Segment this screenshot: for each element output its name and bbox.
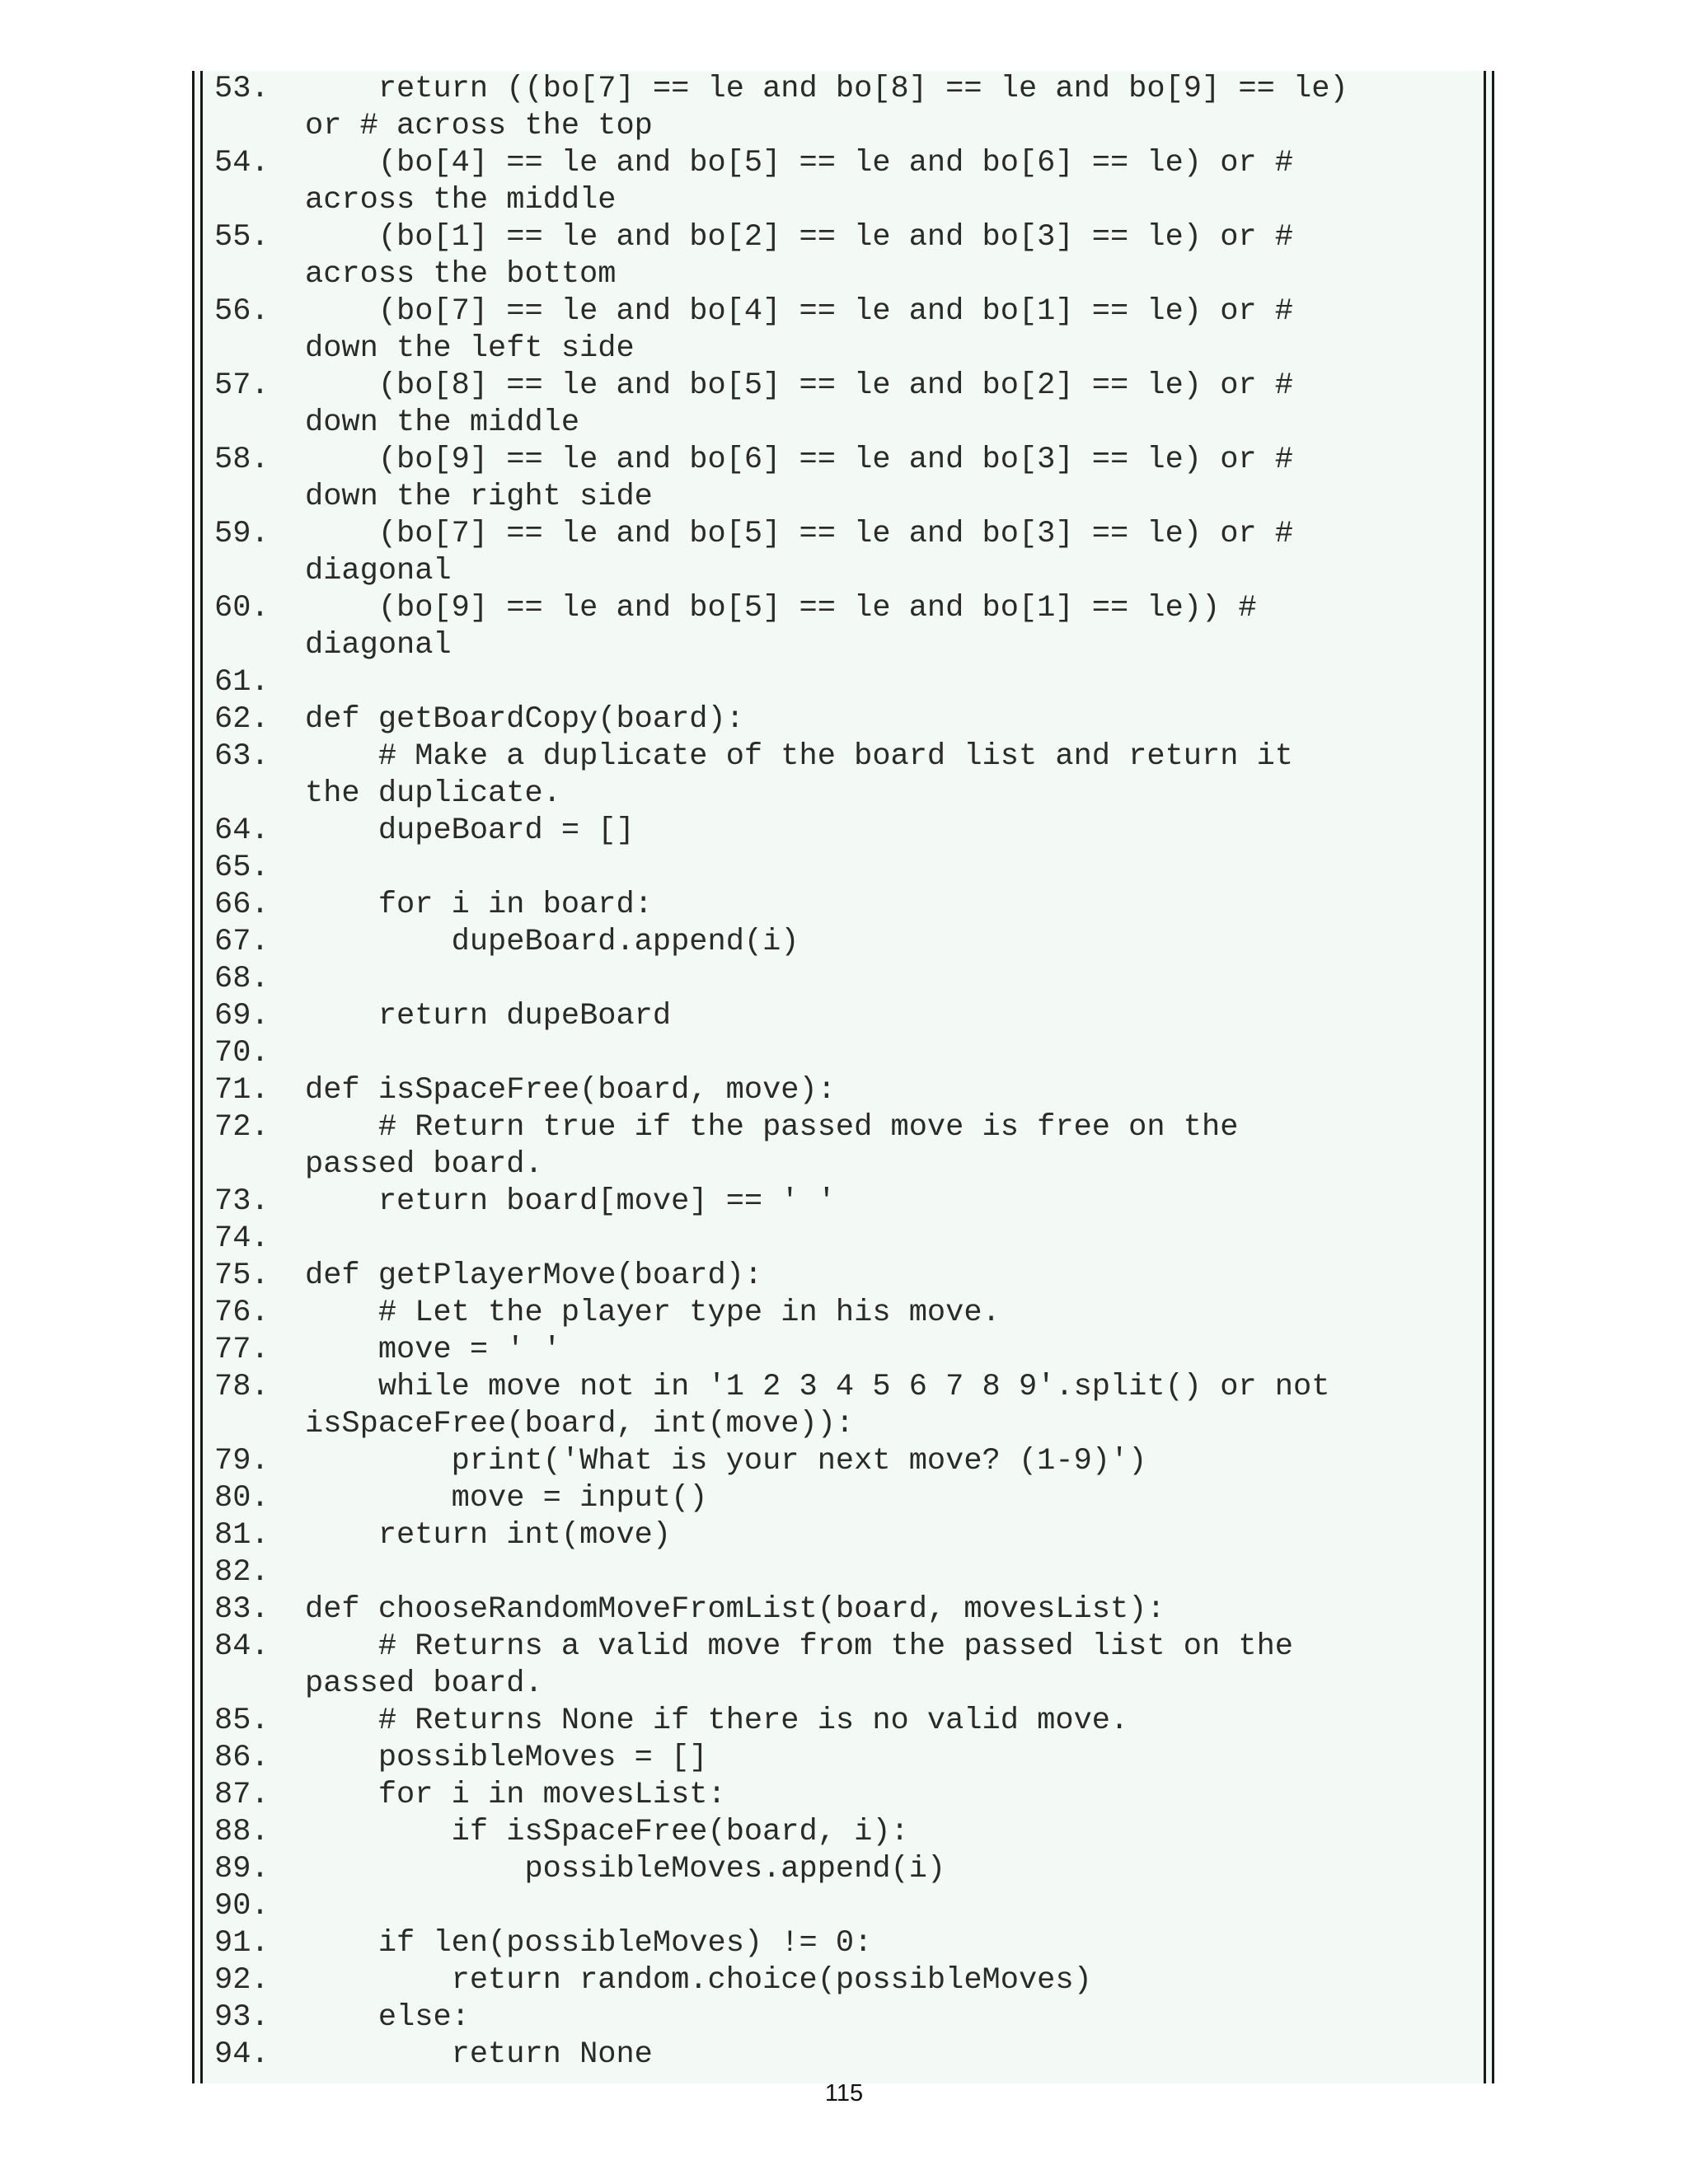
line-text: move = ' ' — [305, 1333, 561, 1367]
line-text: return int(move) — [305, 1518, 672, 1553]
line-number: 64. — [214, 813, 270, 848]
code-lines — [214, 71, 1467, 2074]
code-line — [214, 924, 1467, 961]
code-line — [214, 1740, 1467, 1777]
code-line-continuation — [214, 479, 1467, 516]
line-number — [214, 182, 305, 219]
line-text: down the left side — [305, 331, 635, 366]
line-number: 75. — [214, 1258, 270, 1293]
line-number: 86. — [214, 1741, 270, 1775]
code-line — [214, 1072, 1467, 1109]
code-line — [214, 1851, 1467, 1888]
line-number: 80. — [214, 1481, 270, 1516]
code-line-continuation — [214, 553, 1467, 590]
line-text: isSpaceFree(board, int(move)): — [305, 1407, 855, 1441]
code-line — [214, 1962, 1467, 1999]
line-number — [214, 479, 305, 516]
code-line — [214, 961, 1467, 998]
line-text: def getBoardCopy(board): — [305, 702, 744, 737]
code-line-continuation — [214, 1666, 1467, 1703]
line-text: the duplicate. — [305, 776, 561, 811]
line-text — [305, 1221, 1467, 1258]
code-line-continuation — [214, 1146, 1467, 1183]
line-text: passed board. — [305, 1666, 543, 1701]
code-line — [214, 1888, 1467, 1925]
code-line — [214, 442, 1467, 479]
line-number: 85. — [214, 1704, 270, 1738]
code-line-continuation — [214, 108, 1467, 145]
line-number: 70. — [214, 1036, 270, 1071]
line-number: 54. — [214, 146, 270, 180]
code-line — [214, 850, 1467, 887]
line-text: possibleMoves = [] — [305, 1741, 708, 1775]
code-line — [214, 887, 1467, 924]
line-number — [214, 330, 305, 368]
line-text: (bo[9] == le and bo[6] == le and bo[3] == le) or # — [305, 443, 1294, 477]
code-line — [214, 145, 1467, 182]
line-text: return random.choice(possibleMoves) — [305, 1963, 1092, 1998]
line-number: 84. — [214, 1629, 270, 1664]
line-text: if len(possibleMoves) != 0: — [305, 1926, 873, 1961]
code-line — [214, 1814, 1467, 1851]
line-number — [214, 108, 305, 145]
code-line — [214, 2036, 1467, 2074]
line-number: 91. — [214, 1926, 270, 1961]
line-number: 71. — [214, 1073, 270, 1108]
line-number: 68. — [214, 962, 270, 996]
code-line — [214, 738, 1467, 776]
line-text: diagonal — [305, 628, 452, 663]
code-line — [214, 1554, 1467, 1591]
line-number: 56. — [214, 294, 270, 329]
code-line — [214, 1591, 1467, 1629]
line-text — [305, 850, 1467, 887]
line-number: 78. — [214, 1370, 270, 1404]
line-text: for i in movesList: — [305, 1778, 726, 1812]
line-number: 79. — [214, 1444, 270, 1479]
line-number: 63. — [214, 739, 270, 774]
code-line — [214, 1109, 1467, 1146]
line-text: def isSpaceFree(board, move): — [305, 1073, 836, 1108]
line-number: 67. — [214, 925, 270, 959]
line-number: 55. — [214, 220, 270, 255]
line-text: down the middle — [305, 405, 580, 440]
line-number: 59. — [214, 517, 270, 551]
code-line — [214, 1443, 1467, 1480]
code-line — [214, 368, 1467, 405]
line-text: # Make a duplicate of the board list and return it — [305, 739, 1294, 774]
line-number: 65. — [214, 851, 270, 885]
line-number: 89. — [214, 1852, 270, 1886]
code-line-continuation — [214, 330, 1467, 368]
code-line — [214, 293, 1467, 330]
line-text: (bo[7] == le and bo[5] == le and bo[3] == le) or # — [305, 517, 1294, 551]
code-line — [214, 1295, 1467, 1332]
line-number — [214, 1666, 305, 1703]
code-line — [214, 813, 1467, 850]
line-number: 81. — [214, 1518, 270, 1553]
line-number: 69. — [214, 999, 270, 1033]
line-text: return dupeBoard — [305, 999, 672, 1033]
line-number: 93. — [214, 2000, 270, 2035]
code-listing — [192, 71, 1494, 2083]
line-number: 76. — [214, 1296, 270, 1330]
line-text — [305, 1888, 1467, 1925]
line-number: 60. — [214, 591, 270, 626]
code-line — [214, 1183, 1467, 1221]
line-text: def getPlayerMove(board): — [305, 1258, 763, 1293]
line-text — [305, 1035, 1467, 1072]
line-text: def chooseRandomMoveFromList(board, movesList): — [305, 1592, 1165, 1627]
line-text — [305, 1554, 1467, 1591]
code-line — [214, 1035, 1467, 1072]
line-text: if isSpaceFree(board, i): — [305, 1815, 909, 1849]
line-text: return ((bo[7] == le and bo[8] == le and bo[9] == le) — [305, 72, 1348, 106]
line-number — [214, 553, 305, 590]
line-number — [214, 1406, 305, 1443]
line-number: 90. — [214, 1889, 270, 1924]
code-line — [214, 219, 1467, 256]
line-number: 82. — [214, 1555, 270, 1590]
line-text: dupeBoard = [] — [305, 813, 635, 848]
line-text: return None — [305, 2037, 653, 2072]
code-line — [214, 664, 1467, 701]
code-line — [214, 1999, 1467, 2036]
code-line-continuation — [214, 1406, 1467, 1443]
code-line — [214, 998, 1467, 1035]
line-text — [305, 664, 1467, 701]
line-text: across the bottom — [305, 257, 617, 292]
code-line — [214, 1517, 1467, 1554]
code-line — [214, 1629, 1467, 1666]
line-number: 53. — [214, 72, 270, 106]
line-number: 58. — [214, 443, 270, 477]
code-line — [214, 1703, 1467, 1740]
page-number: 115 — [824, 2080, 864, 2107]
line-text: down the right side — [305, 480, 653, 514]
line-text: # Let the player type in his move. — [305, 1296, 1001, 1330]
line-number: 88. — [214, 1815, 270, 1849]
code-line — [214, 1369, 1467, 1406]
line-text: for i in board: — [305, 888, 653, 922]
code-line-continuation — [214, 182, 1467, 219]
code-line — [214, 1925, 1467, 1962]
line-number: 66. — [214, 888, 270, 922]
line-number: 92. — [214, 1963, 270, 1998]
code-line — [214, 1221, 1467, 1258]
code-line — [214, 701, 1467, 738]
line-text: (bo[9] == le and bo[5] == le and bo[1] == le)) # — [305, 591, 1257, 626]
line-text: (bo[4] == le and bo[5] == le and bo[6] == le) or # — [305, 146, 1294, 180]
line-number: 62. — [214, 702, 270, 737]
line-number: 74. — [214, 1221, 270, 1256]
line-text: print('What is your next move? (1-9)') — [305, 1444, 1147, 1479]
code-line — [214, 1258, 1467, 1295]
line-number: 73. — [214, 1184, 270, 1219]
code-line — [214, 1777, 1467, 1814]
line-text: or # across the top — [305, 109, 653, 143]
line-number: 77. — [214, 1333, 270, 1367]
line-text: across the middle — [305, 183, 617, 218]
line-text: # Returns None if there is no valid move. — [305, 1704, 1129, 1738]
line-text: # Returns a valid move from the passed list on the — [305, 1629, 1294, 1664]
line-text: diagonal — [305, 554, 452, 588]
line-text: # Return true if the passed move is free on the — [305, 1110, 1239, 1145]
line-number — [214, 256, 305, 293]
line-number — [214, 776, 305, 813]
line-number — [214, 627, 305, 664]
code-line-continuation — [214, 776, 1467, 813]
line-text: return board[move] == ' ' — [305, 1184, 836, 1219]
line-text: passed board. — [305, 1147, 543, 1182]
line-number — [214, 1146, 305, 1183]
line-text: possibleMoves.append(i) — [305, 1852, 946, 1886]
code-line-continuation — [214, 627, 1467, 664]
line-text: while move not in '1 2 3 4 5 6 7 8 9'.split() or not — [305, 1370, 1330, 1404]
line-number: 57. — [214, 368, 270, 403]
code-line — [214, 590, 1467, 627]
code-line — [214, 1480, 1467, 1517]
code-line — [214, 71, 1467, 108]
line-text — [305, 961, 1467, 998]
line-number: 61. — [214, 665, 270, 700]
line-text: (bo[8] == le and bo[5] == le and bo[2] == le) or # — [305, 368, 1294, 403]
line-number: 94. — [214, 2037, 270, 2072]
code-line — [214, 516, 1467, 553]
line-text: (bo[1] == le and bo[2] == le and bo[3] == le) or # — [305, 220, 1294, 255]
code-line-continuation — [214, 405, 1467, 442]
line-text: else: — [305, 2000, 470, 2035]
code-line-continuation — [214, 256, 1467, 293]
line-number: 72. — [214, 1110, 270, 1145]
line-text: (bo[7] == le and bo[4] == le and bo[1] == le) or # — [305, 294, 1294, 329]
line-text: dupeBoard.append(i) — [305, 925, 799, 959]
line-number — [214, 405, 305, 442]
line-text: move = input() — [305, 1481, 708, 1516]
line-number: 83. — [214, 1592, 270, 1627]
code-line — [214, 1332, 1467, 1369]
line-number: 87. — [214, 1778, 270, 1812]
